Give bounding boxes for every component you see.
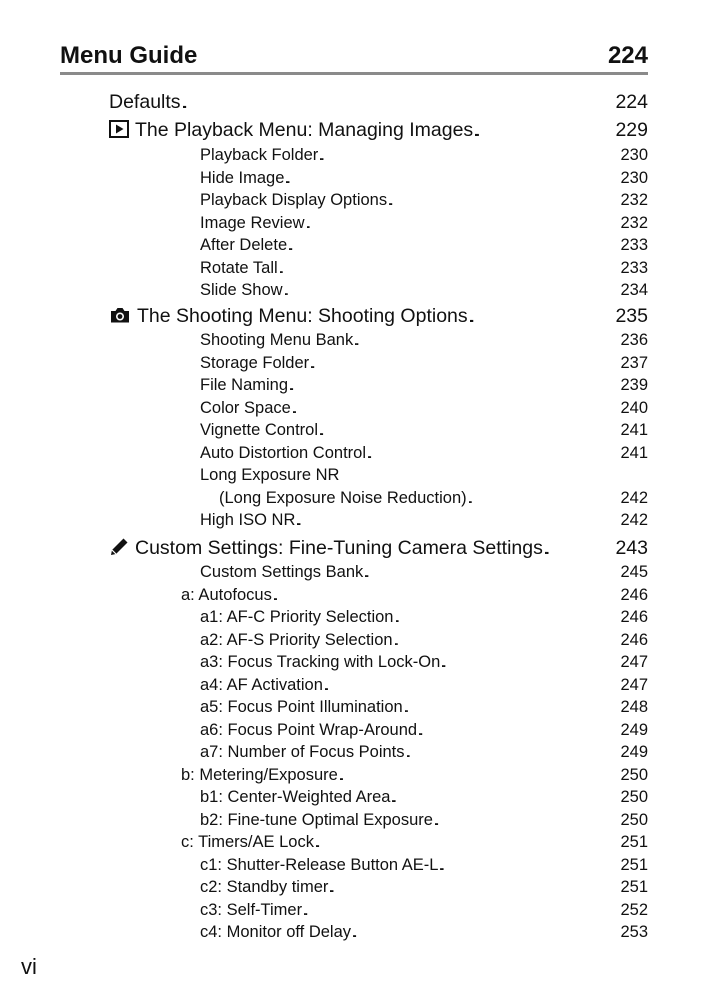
dot-leader [293,399,619,418]
toc-entry-label: a1: AF-C Priority Selection [200,608,394,626]
dot-leader [545,537,614,560]
toc-entry[interactable] [0,766,648,789]
toc-entry-label: High ISO NR [200,511,296,529]
toc-entry-label: Vignette Control [200,421,319,439]
toc-entry-page: 232 [620,191,648,209]
toc-entry[interactable] [0,146,648,169]
toc-entry-label: Playback Display Options [200,191,388,209]
toc-entry-label: c3: Self-Timer [200,900,303,919]
toc-entry[interactable] [0,376,648,399]
dot-leader [353,923,618,942]
toc-entry-label: Playback Folder [200,146,319,164]
toc-entry[interactable] [0,444,648,467]
toc-entry[interactable] [0,511,648,534]
toc-entry-label: c: Timers/AE Lock [181,833,314,851]
dot-leader [297,511,618,530]
dot-leader [311,354,618,373]
toc-entry-page: 249 [620,720,648,739]
header-page-number: 224 [607,42,648,69]
toc-entry-page: 233 [620,236,648,254]
dot-leader [407,743,619,762]
toc-entry-page: 246 [620,630,648,649]
toc-entry-label: The Playback Menu: Managing Images [135,119,474,141]
page-title: Menu Guide [60,42,198,69]
toc-entry-page: 252 [620,900,648,919]
toc-entry-page: 251 [620,833,648,851]
dot-leader [286,169,618,188]
toc-entry[interactable] [0,169,648,192]
toc-entry-page: 253 [620,923,648,941]
toc-entry-page: 234 [620,281,648,299]
dot-leader [307,214,619,233]
toc-entry-page: 230 [620,168,648,187]
header-rule [60,72,648,75]
toc-entry-label: Long Exposure NR [200,466,340,484]
dot-leader [419,721,618,740]
dot-leader [290,376,618,395]
dot-leader [304,901,618,920]
dot-leader [280,259,619,278]
toc-entry-page: 237 [620,353,648,372]
toc-entry-label: b: Metering/Exposure [181,765,338,784]
dot-leader [183,91,614,114]
pencil-icon [109,537,129,563]
toc-entry[interactable] [0,354,648,377]
toc-entry-page: 245 [620,563,648,581]
toc-entry-page: 246 [620,585,648,604]
toc-entry-page: 247 [620,675,648,694]
toc-entry-label: a6: Focus Point Wrap-Around [200,720,418,739]
toc-entry[interactable] [0,878,648,901]
toc-entry-label: Slide Show [200,281,283,299]
toc-entry-page: 250 [620,810,648,829]
toc-entry-label: a: Autofocus [181,585,272,604]
page-header [60,36,648,70]
toc-entry[interactable] [0,788,648,811]
toc-entry[interactable] [0,563,648,586]
toc-entry-page: 224 [615,91,648,113]
toc-entry-label: a3: Focus Tracking with Lock-On [200,653,441,671]
dot-leader [392,788,618,807]
dot-leader [355,331,618,350]
dot-leader [289,236,618,255]
toc-entry-label: Hide Image [200,168,285,187]
toc-entry[interactable] [0,421,648,444]
toc-entry-page: 249 [620,743,648,761]
toc-entry-label: a5: Focus Point Illumination [200,698,403,716]
toc-entry[interactable] [0,91,648,117]
toc-entry-page: 246 [620,608,648,626]
toc-entry-page: 239 [620,376,648,394]
toc-entry[interactable] [0,586,648,609]
toc-entry-page: 243 [615,537,648,559]
toc-entry[interactable] [0,214,648,237]
toc-entry[interactable] [0,743,648,766]
toc-entry-page: 242 [620,488,648,507]
dot-leader [395,631,619,650]
toc-entry[interactable] [0,608,648,631]
toc-entry-page: 235 [615,305,648,327]
toc-entry-page: 229 [615,119,648,141]
toc-entry-label: Auto Distortion Control [200,443,366,462]
toc-entry-label: c1: Shutter-Release Button AE-L [200,855,439,874]
toc-entry-label: Color Space [200,398,291,417]
dot-leader [396,608,619,627]
toc-entry-page: 241 [620,421,648,439]
toc-entry-page: 240 [620,398,648,417]
dot-leader [442,653,618,672]
toc-entry-page: 233 [620,258,648,277]
toc-entry-page: 247 [620,653,648,671]
dot-leader [274,586,619,605]
toc-entry-label: The Shooting Menu: Shooting Options [137,305,468,327]
dot-leader [320,421,618,440]
toc-entry-label: Rotate Tall [200,258,278,277]
dot-leader [285,281,619,300]
toc-entry[interactable] [0,399,648,422]
toc-entry-label: c4: Monitor off Delay [200,923,352,941]
toc-entry[interactable] [0,721,648,744]
toc-entry-label: Custom Settings: Fine-Tuning Camera Settings [135,537,543,559]
toc-entry[interactable] [0,631,648,654]
folio: vi [21,954,37,979]
toc-entry-label: Shooting Menu Bank [200,331,354,349]
dot-leader [389,191,618,210]
toc-entry-label: a7: Number of Focus Points [200,743,405,761]
toc-entry-label: Custom Settings Bank [200,563,364,581]
toc-entry-label: Storage Folder [200,353,310,372]
dot-leader [330,878,618,897]
dot-leader [316,833,619,852]
dot-leader [325,676,619,695]
toc-entry-label: Image Review [200,213,305,232]
toc-entry[interactable] [0,833,648,856]
camera-icon [109,306,131,330]
toc-entry-page: 232 [620,213,648,232]
toc-entry-label: a4: AF Activation [200,675,323,694]
toc-entry-label: b1: Center-Weighted Area [200,788,391,806]
toc-entry-label: After Delete [200,236,288,254]
toc-entry[interactable] [0,259,648,282]
toc-entry[interactable] [0,331,648,354]
toc-entry[interactable] [0,856,648,879]
toc-entry[interactable] [0,281,648,304]
toc-entry[interactable] [0,236,648,259]
dot-leader [435,811,619,830]
toc-entry[interactable] [0,676,648,699]
toc-entry-label: c2: Standby timer [200,878,329,896]
dot-leader [368,444,618,463]
toc-entry[interactable] [0,698,648,721]
toc-entry[interactable] [0,191,648,214]
toc-entry[interactable] [0,537,648,563]
toc-entry-page: 248 [620,698,648,716]
toc-entry[interactable] [0,489,648,512]
toc-entry-page: 250 [620,788,648,806]
toc-entry-page: 242 [620,511,648,529]
toc-entry[interactable] [0,119,648,145]
dot-leader [440,856,618,875]
toc-entry-page: 230 [620,146,648,164]
dot-leader [470,305,614,328]
toc-entry[interactable] [0,466,648,489]
toc-entry[interactable] [0,811,648,834]
toc-entry[interactable] [0,653,648,676]
dot-leader [340,766,619,785]
dot-leader [475,119,613,142]
toc-entry-label: (Long Exposure Noise Reduction) [219,488,467,507]
dot-leader [469,489,619,508]
toc-entry-page: 250 [620,765,648,784]
toc-entry-label: Defaults [109,91,181,113]
toc-entry-page: 251 [620,855,648,874]
toc-entry-label: File Naming [200,376,289,394]
toc-entry-page: 236 [620,331,648,349]
toc-entry-page: 251 [620,878,648,896]
toc-entry[interactable] [0,923,648,946]
playback-icon [109,120,129,144]
dot-leader [320,146,618,165]
toc-entry[interactable] [0,305,648,331]
dot-leader [365,563,618,582]
toc-entry-label: b2: Fine-tune Optimal Exposure [200,810,433,829]
dot-leader [405,698,619,717]
toc-entry-label: a2: AF-S Priority Selection [200,630,393,649]
toc-entry-page: 241 [620,443,648,462]
toc-entry[interactable] [0,901,648,924]
